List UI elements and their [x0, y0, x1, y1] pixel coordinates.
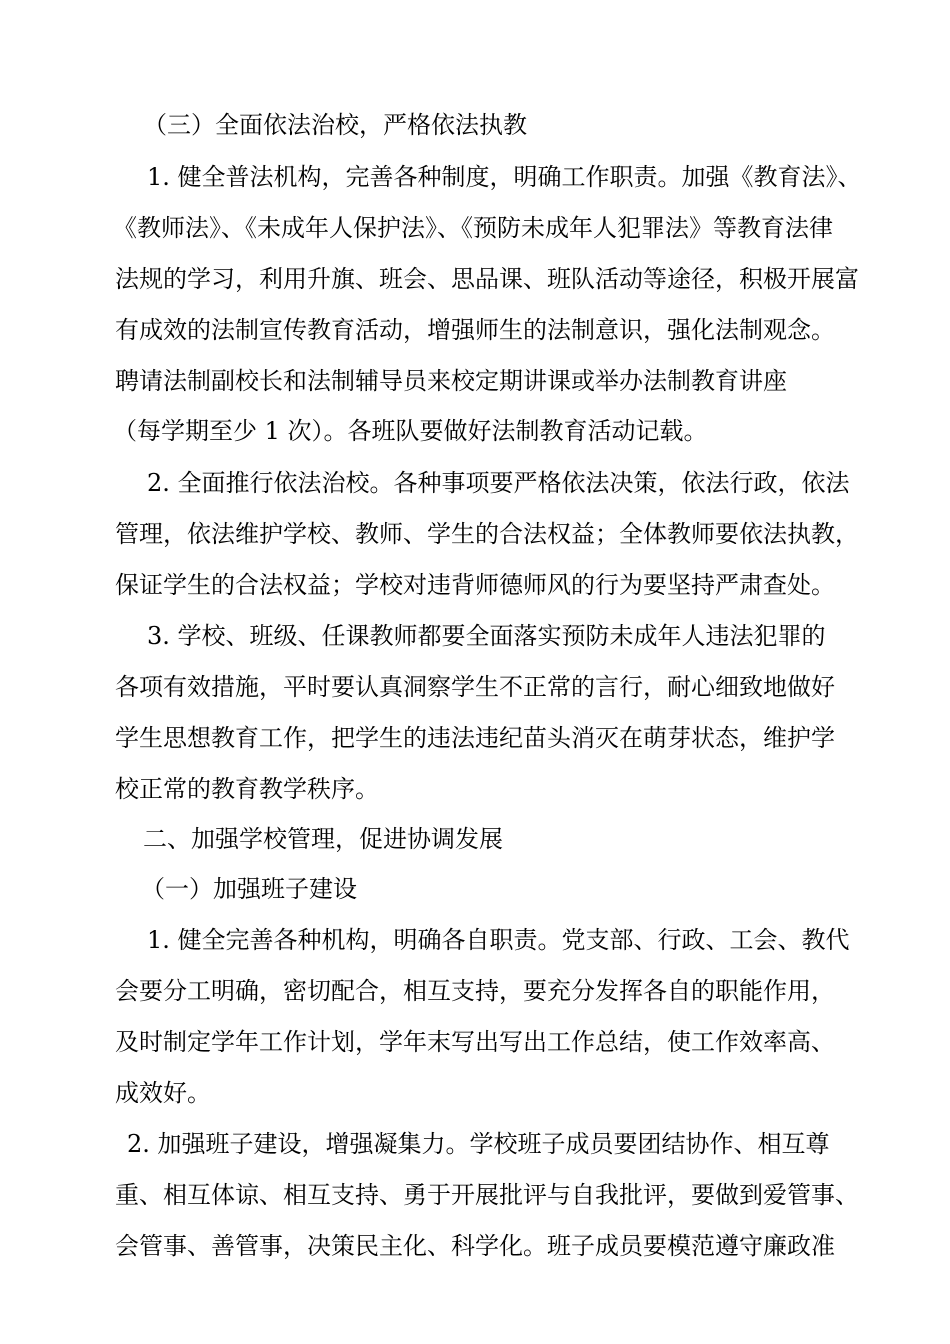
section-heading: 二、加强学校管理，促进协调发展 [143, 825, 503, 853]
paragraph-line: 管理，依法维护学校、教师、学生的合法权益；全体教师要依法执教， [115, 520, 859, 548]
paragraph-line: 各项有效措施，平时要认真洞察学生不正常的言行，耐心细致地做好 [115, 673, 835, 701]
paragraph-line: 1. 健全完善各种机构，明确各自职责。党支部、行政、工会、教代 [147, 926, 850, 954]
paragraph-line: 法规的学习，利用升旗、班会、思品课、班队活动等途径，积极开展富 [115, 265, 859, 293]
paragraph-line: 校正常的教育教学秩序。 [115, 775, 379, 803]
paragraph-line: （每学期至少 1 次）。各班队要做好法制教育活动记载。 [113, 417, 708, 445]
paragraph-line: 重、相互体谅、相互支持、勇于开展批评与自我批评，要做到爱管事、 [115, 1181, 859, 1209]
section-heading: （三）全面依法治校，严格依法执教 [143, 111, 527, 139]
paragraph-line: 聘请法制副校长和法制辅导员来校定期讲课或举办法制教育讲座 [115, 367, 787, 395]
paragraph-line: 会要分工明确，密切配合，相互支持，要充分发挥各自的职能作用， [115, 977, 835, 1005]
paragraph-line: 成效好。 [115, 1079, 211, 1107]
paragraph-line: 2. 加强班子建设，增强凝集力。学校班子成员要团结协作、相互尊 [127, 1130, 830, 1158]
paragraph-line: 学生思想教育工作，把学生的违法违纪苗头消灭在萌芽状态，维护学 [115, 724, 835, 752]
paragraph-line: 《教师法》、《未成年人保护法》、《预防未成年人犯罪法》等教育法律 [113, 214, 833, 242]
paragraph-line: 2. 全面推行依法治校。各种事项要严格依法决策，依法行政，依法 [147, 469, 850, 497]
paragraph-line: 有成效的法制宣传教育活动，增强师生的法制意识，强化法制观念。 [115, 316, 835, 344]
paragraph-line: 会管事、善管事，决策民主化、科学化。班子成员要模范遵守廉政准 [115, 1232, 835, 1260]
paragraph-line: 3. 学校、班级、任课教师都要全面落实预防未成年人违法犯罪的 [147, 622, 826, 650]
paragraph-line: 保证学生的合法权益；学校对违背师德师风的行为要坚持严肃查处。 [115, 571, 835, 599]
paragraph-line: 及时制定学年工作计划，学年末写出写出工作总结，使工作效率高、 [115, 1028, 835, 1056]
section-subheading: （一）加强班子建设 [141, 875, 357, 903]
paragraph-line: 1. 健全普法机构，完善各种制度，明确工作职责。加强《教育法》、 [147, 163, 862, 191]
